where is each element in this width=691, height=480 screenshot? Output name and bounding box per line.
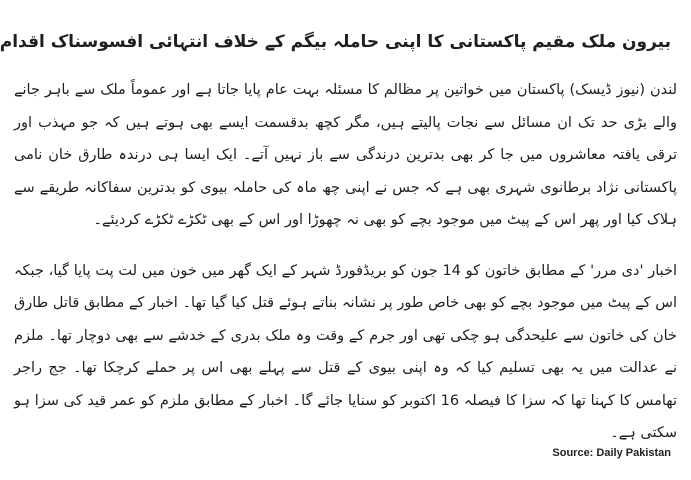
source-credit: Source: Daily Pakistan — [552, 447, 671, 459]
article-headline: بیرون ملک مقیم پاکستانی کا اپنی حاملہ بیگم کے خلاف انتہائی افسوسناک اقدام — [0, 32, 671, 52]
article-paragraph-2: اخبار 'دی مرر' کے مطابق خاتون کو 14 جون کو بریڈفورڈ شہر کے ایک گھر میں خون میں لت پت پایا گیا، جبکہ اس کے پیٹ میں موجود بچے کو بھی خاص طور پر نشانہ بناتے ہوئے قتل کیا گیا تھا۔ اخبار کے مطابق قاتل طارق خان کی خاتون سے علیحدگی ہو چکی تھی اور جرم کے وقت وہ ملک بدری کے خدشے سے بھی دوچار تھا۔ ملزم نے عدالت میں یہ بھی تسلیم کیا کہ وہ اپنی بیوی کے قتل سے پہلے بھی اس پر حملے کرچکا تھا۔ جج راجر تھامس کا کہنا تھا کہ سزا کا فیصلہ 16 اکتوبر کو سنایا جائے گا۔ اخبار کے مطابق ملزم کو عمر قید کی سزا ہو سکتی ہے۔ — [14, 262, 677, 441]
article-paragraph-1: لندن (نیوز ڈیسک) پاکستان میں خواتین پر مظالم کا مسئلہ بہت عام پایا جاتا ہے اور عموماً ملک سے باہر جانے والے بڑی حد تک ان مسائل سے نجات پالیتے ہیں، مگر کچھ بدقسمت ایسے بھی ہوتے ہیں کہ جو مہذب اور ترقی یافتہ معاشروں میں جا کر بھی بدترین درندگی سے باز نہیں آتے۔ ایک ایسا ہی درندہ طارق خان نامی پاکستانی نژاد برطانوی شہری بھی ہے کہ جس نے اپنی چھ ماہ کی حاملہ بیوی کو بدترین سفاکانہ طریقے سے ہلاک کیا اور پھر اس کے پیٹ میں موجود بچے کو بھی نہ چھوڑا اور اس کے بھی ٹکڑے ٹکڑے کردیئے۔ — [14, 82, 677, 228]
